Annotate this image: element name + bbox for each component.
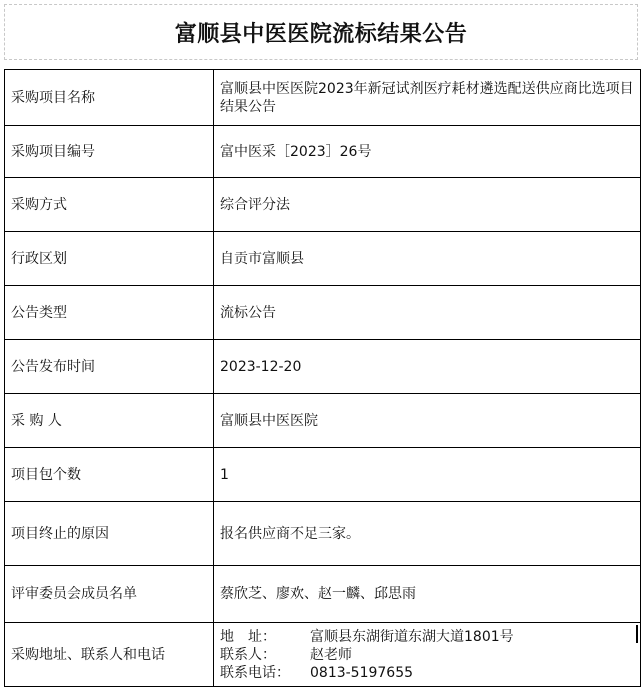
phone-label: 联系电话：: [220, 664, 290, 681]
package-count-value: 1: [214, 448, 641, 502]
table-row: [5, 232, 641, 286]
table-row: [5, 340, 641, 394]
contact-info-value: [214, 623, 641, 687]
project-name-value: 富顺县中医医院2023年新冠试剂医疗耗材遴选配送供应商比选项目结果公告: [214, 70, 641, 126]
table-row: [5, 178, 641, 232]
publish-time-value: 2023-12-20: [214, 340, 641, 394]
table-row: [5, 126, 641, 178]
phone-value: 0813-5197655: [310, 664, 414, 681]
contact-person-value: 赵老师: [310, 646, 352, 663]
table-row: [5, 502, 641, 566]
phone-line: [220, 664, 634, 682]
table-row: [5, 623, 641, 687]
address-value: 富顺县东湖街道东湖大道1801号: [310, 628, 514, 645]
administrative-division-label: 行政区划: [5, 232, 214, 286]
procurement-method-label: 采购方式: [5, 178, 214, 232]
contact-person-line: [220, 646, 634, 664]
title-box: [4, 4, 638, 60]
package-count-label: 项目包个数: [5, 448, 214, 502]
address-line: [220, 628, 634, 646]
page-title: 富顺县中医医院流标结果公告: [174, 20, 468, 47]
termination-reason-label: 项目终止的原因: [5, 502, 214, 566]
table-row: [5, 70, 641, 126]
administrative-division-value: 自贡市富顺县: [214, 232, 641, 286]
purchaser-label: 采 购 人: [5, 394, 214, 448]
announcement-type-label: 公告类型: [5, 286, 214, 340]
project-name-label: 采购项目名称: [5, 70, 214, 126]
purchaser-value: 富顺县中医医院: [214, 394, 641, 448]
table-row: [5, 394, 641, 448]
table-row: [5, 286, 641, 340]
publish-time-label: 公告发布时间: [5, 340, 214, 394]
address-label: 地 址：: [220, 628, 276, 645]
review-committee-value: 蔡欣芝、廖欢、赵一麟、邱思雨: [214, 566, 641, 623]
announcement-type-value: 流标公告: [214, 286, 641, 340]
table-row: [5, 566, 641, 623]
termination-reason-value: 报名供应商不足三家。: [214, 502, 641, 566]
project-number-value: 富中医采［2023］26号: [214, 126, 641, 178]
notice-table: [4, 69, 641, 687]
project-number-label: 采购项目编号: [5, 126, 214, 178]
contact-person-label: 联系人：: [220, 646, 276, 663]
table-row: [5, 448, 641, 502]
cursor-marker: [636, 625, 638, 643]
review-committee-label: 评审委员会成员名单: [5, 566, 214, 623]
contact-info-label: 采购地址、联系人和电话: [5, 623, 214, 687]
procurement-method-value: 综合评分法: [214, 178, 641, 232]
